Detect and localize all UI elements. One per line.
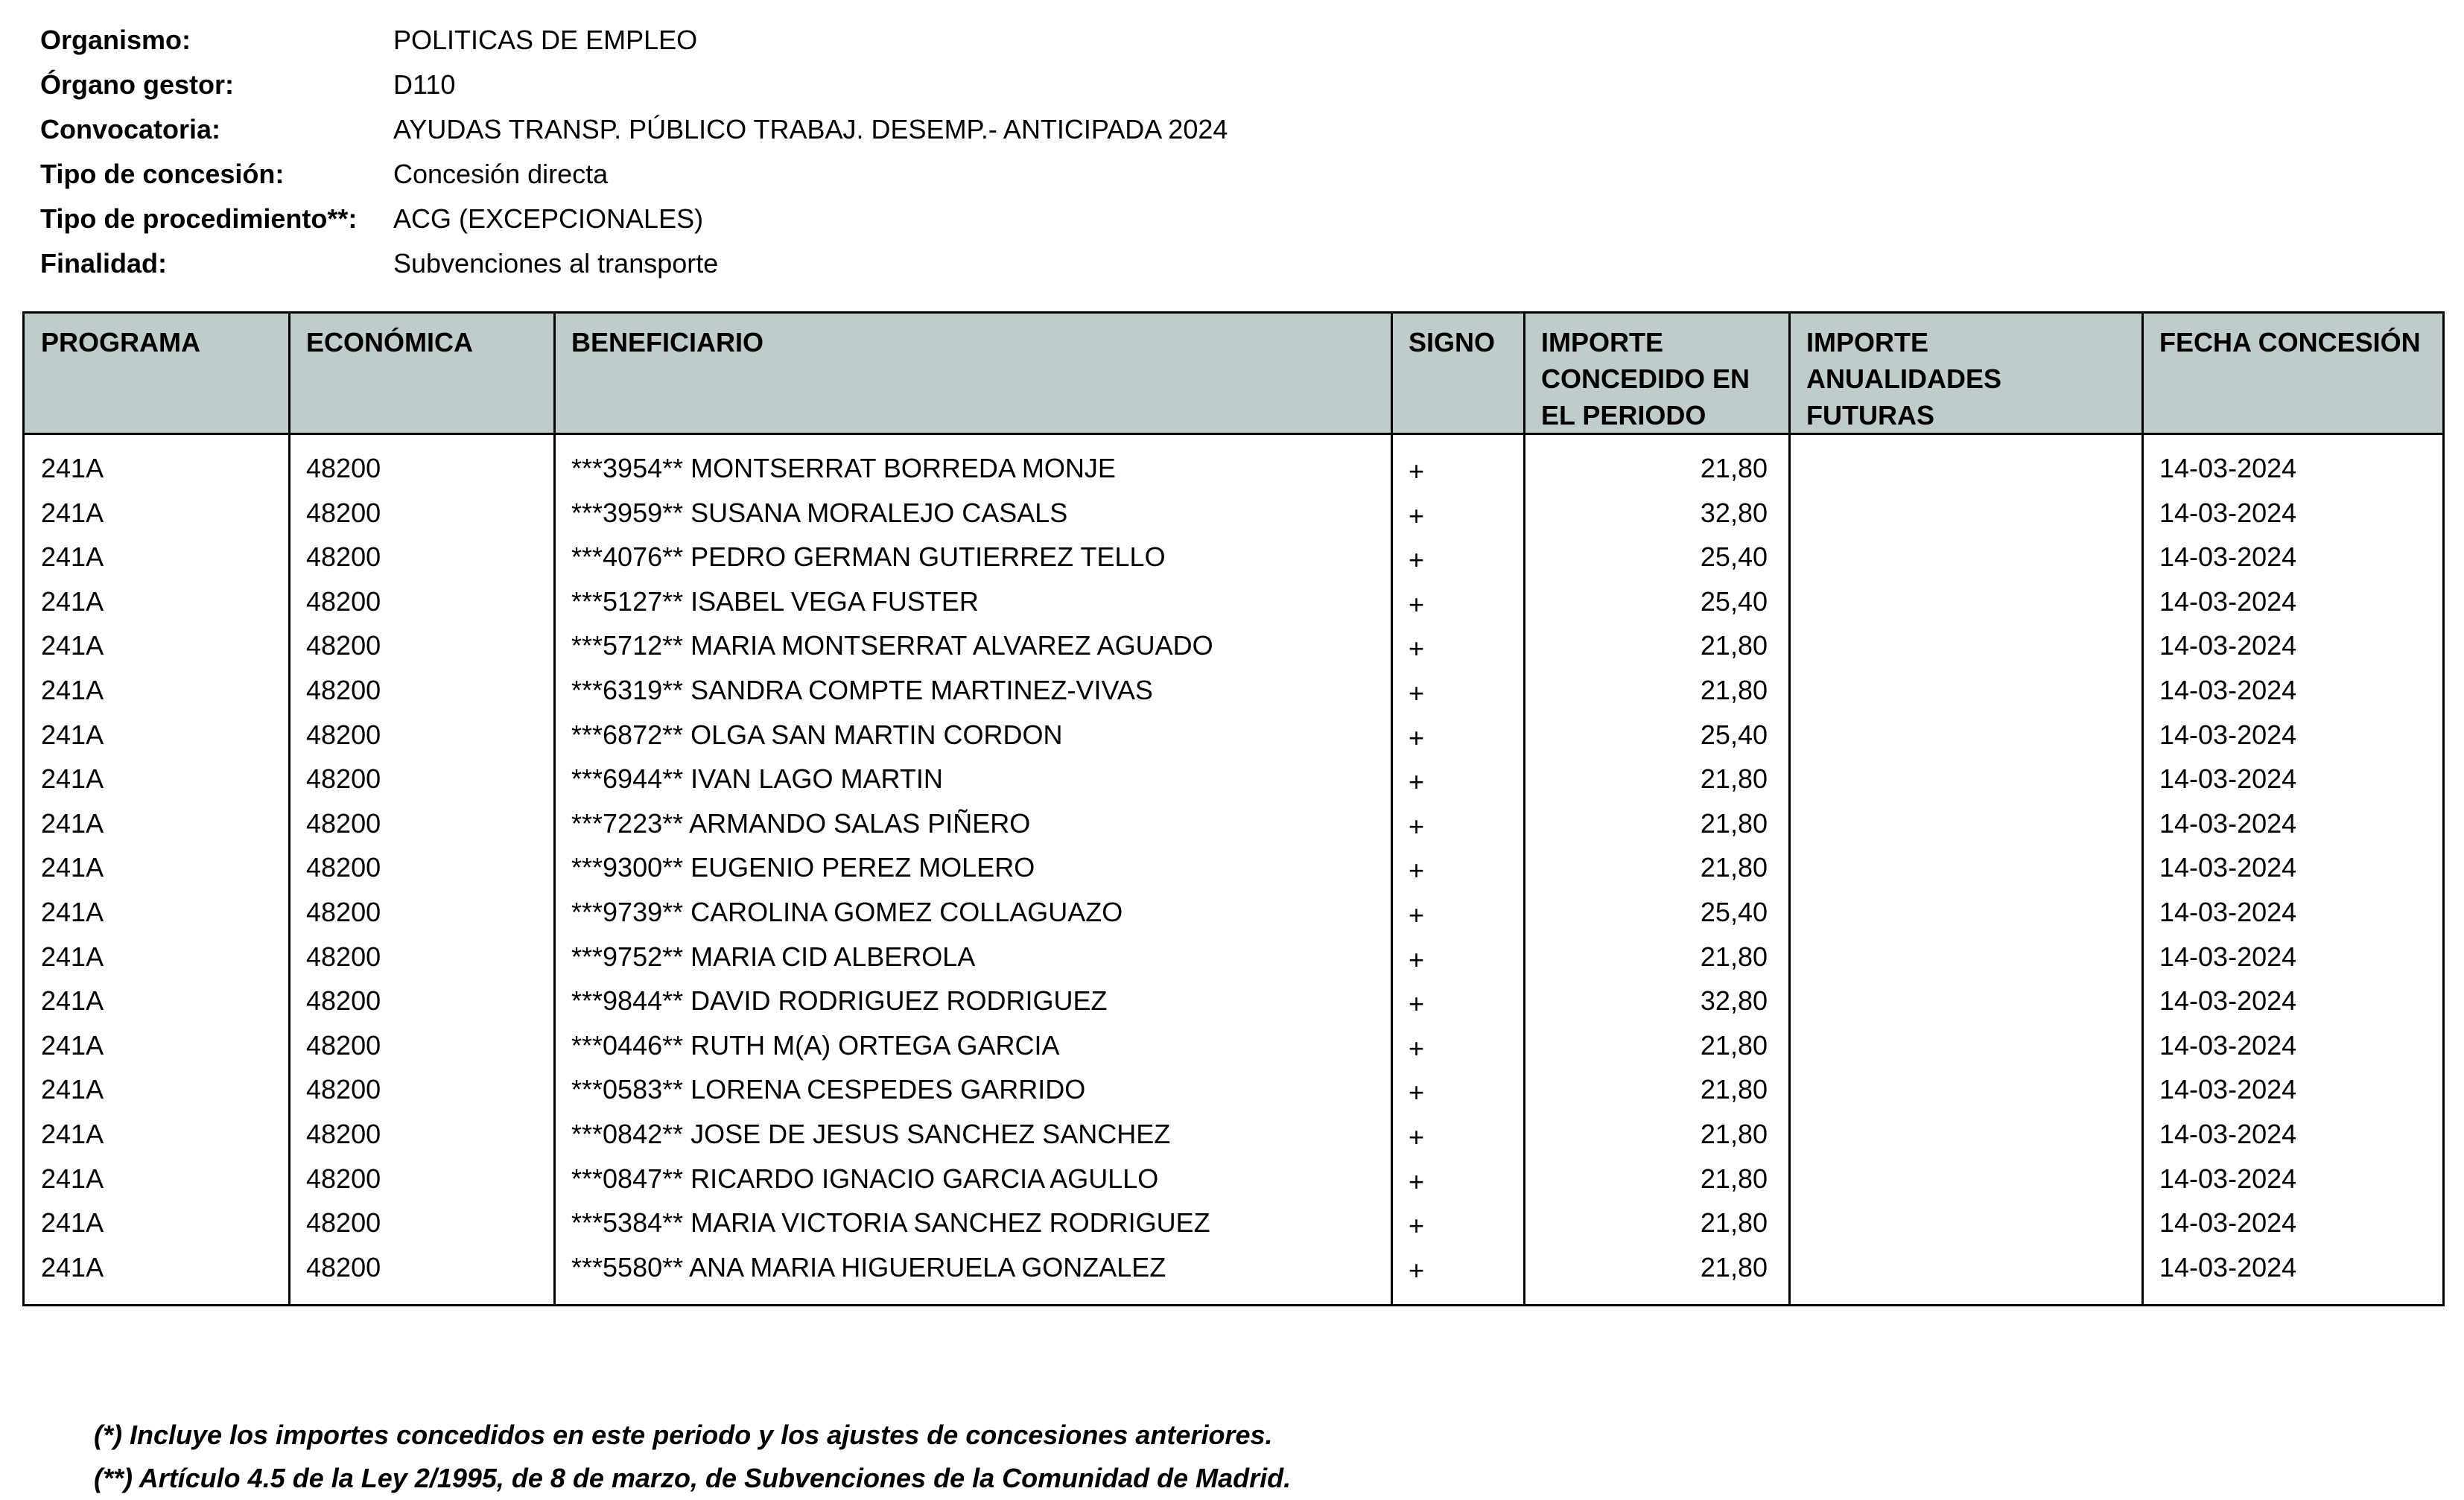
header-economica: ECONÓMICA <box>306 327 473 357</box>
table-row <box>25 757 2442 801</box>
cell-beneficiario: ***3954** MONTSERRAT BORREDA MONJE <box>571 453 1116 483</box>
meta-value: Subvenciones al transporte <box>393 248 719 279</box>
cell-importe-periodo: 25,40 <box>1700 585 1768 617</box>
cell-importe-periodo: 21,80 <box>1700 1074 1768 1105</box>
cell-programa: 241A <box>41 807 104 839</box>
meta-row-organo-gestor <box>40 63 1228 107</box>
cell-programa: 241A <box>41 941 104 972</box>
cell-programa: 241A <box>41 497 104 528</box>
table-row <box>25 446 2442 491</box>
cell-beneficiario: ***6944** IVAN LAGO MARTIN <box>571 763 943 795</box>
header-importe-periodo: IMPORTE CONCEDIDO EN EL PERIODO <box>1541 327 1750 430</box>
cell-importe-periodo: 21,80 <box>1700 807 1768 839</box>
cell-programa: 241A <box>41 1074 104 1105</box>
cell-signo: + <box>1409 1166 1425 1197</box>
cell-fecha-concesion: 14-03-2024 <box>2159 541 2297 573</box>
cell-beneficiario: ***4076** PEDRO GERMAN GUTIERREZ TELLO <box>571 541 1166 573</box>
table-row <box>25 979 2442 1023</box>
cell-programa: 241A <box>41 719 104 750</box>
cell-fecha-concesion: 14-03-2024 <box>2159 1029 2297 1061</box>
cell-beneficiario: ***9752** MARIA CID ALBEROLA <box>571 941 976 972</box>
cell-beneficiario: ***9300** EUGENIO PEREZ MOLERO <box>571 852 1035 883</box>
cell-fecha-concesion: 14-03-2024 <box>2159 1118 2297 1149</box>
cell-economica: 48200 <box>306 763 381 795</box>
meta-value: ACG (EXCEPCIONALES) <box>393 203 704 234</box>
meta-label: Finalidad: <box>40 248 167 279</box>
table-header <box>25 314 2442 435</box>
cell-fecha-concesion: 14-03-2024 <box>2159 852 2297 883</box>
cell-beneficiario: ***0446** RUTH M(A) ORTEGA GARCIA <box>571 1029 1060 1061</box>
cell-beneficiario: ***0847** RICARDO IGNACIO GARCIA AGULLO <box>571 1163 1159 1194</box>
cell-signo: + <box>1409 810 1425 842</box>
table-row <box>25 1157 2442 1201</box>
cell-programa: 241A <box>41 896 104 927</box>
cell-importe-periodo: 21,80 <box>1700 941 1768 972</box>
cell-economica: 48200 <box>306 807 381 839</box>
cell-economica: 48200 <box>306 719 381 750</box>
cell-programa: 241A <box>41 585 104 617</box>
cell-economica: 48200 <box>306 1251 381 1283</box>
meta-row-finalidad <box>40 241 1228 286</box>
table-row <box>25 1201 2442 1245</box>
cell-fecha-concesion: 14-03-2024 <box>2159 763 2297 795</box>
cell-beneficiario: ***5384** MARIA VICTORIA SANCHEZ RODRIGUEZ <box>571 1207 1210 1239</box>
cell-economica: 48200 <box>306 630 381 661</box>
header-programa: PROGRAMA <box>41 327 200 357</box>
cell-beneficiario: ***0583** LORENA CESPEDES GARRIDO <box>571 1074 1086 1105</box>
cell-beneficiario: ***5712** MARIA MONTSERRAT ALVAREZ AGUADO <box>571 630 1213 661</box>
cell-signo: + <box>1409 456 1425 486</box>
cell-fecha-concesion: 14-03-2024 <box>2159 1251 2297 1283</box>
cell-fecha-concesion: 14-03-2024 <box>2159 807 2297 839</box>
meta-row-organismo <box>40 18 1228 63</box>
table-row <box>25 491 2442 536</box>
cell-fecha-concesion: 14-03-2024 <box>2159 719 2297 750</box>
cell-economica: 48200 <box>306 985 381 1017</box>
table-row <box>25 1245 2442 1290</box>
cell-signo: + <box>1409 855 1425 886</box>
cell-importe-periodo: 25,40 <box>1700 719 1768 750</box>
table-row <box>25 713 2442 757</box>
meta-label: Tipo de concesión: <box>40 159 285 189</box>
cell-signo: + <box>1409 944 1425 975</box>
cell-importe-periodo: 21,80 <box>1700 1118 1768 1149</box>
concessions-table <box>22 311 2445 1306</box>
footnote-importes: (*) Incluye los importes concedidos en este periodo y los ajustes de concesiones anteriores. <box>94 1420 1273 1450</box>
cell-signo: + <box>1409 633 1425 664</box>
cell-fecha-concesion: 14-03-2024 <box>2159 674 2297 705</box>
cell-programa: 241A <box>41 1163 104 1194</box>
cell-fecha-concesion: 14-03-2024 <box>2159 1207 2297 1239</box>
cell-programa: 241A <box>41 1251 104 1283</box>
cell-fecha-concesion: 14-03-2024 <box>2159 896 2297 927</box>
cell-programa: 241A <box>41 453 104 483</box>
meta-label: Órgano gestor: <box>40 69 235 100</box>
cell-signo: + <box>1409 899 1425 930</box>
meta-label: Convocatoria: <box>40 114 221 144</box>
cell-fecha-concesion: 14-03-2024 <box>2159 453 2297 483</box>
table-row <box>25 623 2442 668</box>
cell-importe-periodo: 21,80 <box>1700 453 1768 483</box>
table-row <box>25 668 2442 713</box>
cell-beneficiario: ***5127** ISABEL VEGA FUSTER <box>571 585 979 617</box>
meta-value: D110 <box>393 69 456 100</box>
table-row <box>25 535 2442 579</box>
cell-importe-periodo: 25,40 <box>1700 541 1768 573</box>
cell-importe-periodo: 32,80 <box>1700 497 1768 528</box>
cell-programa: 241A <box>41 630 104 661</box>
table-row <box>25 1112 2442 1157</box>
cell-fecha-concesion: 14-03-2024 <box>2159 497 2297 528</box>
cell-economica: 48200 <box>306 1163 381 1194</box>
cell-importe-periodo: 21,80 <box>1700 1251 1768 1283</box>
meta-value: POLITICAS DE EMPLEO <box>393 25 698 55</box>
table-row <box>25 935 2442 979</box>
cell-beneficiario: ***6872** OLGA SAN MARTIN CORDON <box>571 719 1063 750</box>
cell-importe-periodo: 21,80 <box>1700 1029 1768 1061</box>
meta-label: Tipo de procedimiento**: <box>40 203 358 234</box>
cell-economica: 48200 <box>306 1118 381 1149</box>
table-row <box>25 845 2442 890</box>
cell-signo: + <box>1409 588 1425 620</box>
document-metadata <box>40 18 1228 286</box>
header-beneficiario: BENEFICIARIO <box>571 327 764 357</box>
cell-economica: 48200 <box>306 541 381 573</box>
meta-value: Concesión directa <box>393 159 609 189</box>
table-row <box>25 1067 2442 1112</box>
meta-row-convocatoria <box>40 107 1228 152</box>
cell-beneficiario: ***7223** ARMANDO SALAS PIÑERO <box>571 807 1031 839</box>
cell-beneficiario: ***5580** ANA MARIA HIGUERUELA GONZALEZ <box>571 1251 1166 1283</box>
cell-fecha-concesion: 14-03-2024 <box>2159 985 2297 1017</box>
cell-economica: 48200 <box>306 1074 381 1105</box>
header-fecha-concesion: FECHA CONCESIÓN <box>2159 327 2421 357</box>
cell-importe-periodo: 21,80 <box>1700 1163 1768 1194</box>
cell-fecha-concesion: 14-03-2024 <box>2159 585 2297 617</box>
cell-programa: 241A <box>41 763 104 795</box>
cell-signo: + <box>1409 1077 1425 1108</box>
cell-importe-periodo: 21,80 <box>1700 1207 1768 1239</box>
cell-importe-periodo: 21,80 <box>1700 674 1768 705</box>
meta-value: AYUDAS TRANSP. PÚBLICO TRABAJ. DESEMP.- ANTICIPADA 2024 <box>393 114 1228 144</box>
cell-programa: 241A <box>41 1118 104 1149</box>
cell-importe-periodo: 21,80 <box>1700 852 1768 883</box>
cell-programa: 241A <box>41 852 104 883</box>
cell-fecha-concesion: 14-03-2024 <box>2159 630 2297 661</box>
cell-fecha-concesion: 14-03-2024 <box>2159 1163 2297 1194</box>
cell-signo: + <box>1409 544 1425 576</box>
cell-importe-periodo: 21,80 <box>1700 763 1768 795</box>
cell-programa: 241A <box>41 985 104 1017</box>
meta-row-tipo-concesion <box>40 152 1228 197</box>
cell-beneficiario: ***9739** CAROLINA GOMEZ COLLAGUAZO <box>571 896 1123 927</box>
cell-beneficiario: ***6319** SANDRA COMPTE MARTINEZ-VIVAS <box>571 674 1153 705</box>
cell-programa: 241A <box>41 541 104 573</box>
cell-programa: 241A <box>41 674 104 705</box>
cell-beneficiario: ***3959** SUSANA MORALEJO CASALS <box>571 497 1068 528</box>
meta-label: Organismo: <box>40 25 191 55</box>
cell-signo: + <box>1409 1121 1425 1152</box>
cell-beneficiario: ***0842** JOSE DE JESUS SANCHEZ SANCHEZ <box>571 1118 1171 1149</box>
cell-programa: 241A <box>41 1029 104 1061</box>
cell-economica: 48200 <box>306 497 381 528</box>
cell-economica: 48200 <box>306 1207 381 1239</box>
cell-importe-periodo: 21,80 <box>1700 630 1768 661</box>
table-row <box>25 1023 2442 1068</box>
table-row <box>25 801 2442 846</box>
cell-signo: + <box>1409 988 1425 1020</box>
footnotes <box>94 1414 1291 1500</box>
cell-importe-periodo: 25,40 <box>1700 896 1768 927</box>
table-row <box>25 890 2442 935</box>
cell-fecha-concesion: 14-03-2024 <box>2159 1074 2297 1105</box>
cell-importe-periodo: 32,80 <box>1700 985 1768 1017</box>
cell-signo: + <box>1409 1210 1425 1242</box>
cell-economica: 48200 <box>306 896 381 927</box>
cell-economica: 48200 <box>306 1029 381 1061</box>
cell-signo: + <box>1409 500 1425 531</box>
table-body <box>25 446 2442 1289</box>
cell-economica: 48200 <box>306 453 381 483</box>
cell-fecha-concesion: 14-03-2024 <box>2159 941 2297 972</box>
cell-signo: + <box>1409 766 1425 798</box>
cell-economica: 48200 <box>306 674 381 705</box>
cell-signo: + <box>1409 722 1425 753</box>
header-signo: SIGNO <box>1409 327 1496 357</box>
header-importe-futuras: IMPORTE ANUALIDADES FUTURAS <box>1806 327 2002 430</box>
cell-beneficiario: ***9844** DAVID RODRIGUEZ RODRIGUEZ <box>571 985 1108 1017</box>
cell-signo: + <box>1409 677 1425 708</box>
cell-economica: 48200 <box>306 941 381 972</box>
meta-row-tipo-procedimiento <box>40 197 1228 241</box>
cell-economica: 48200 <box>306 852 381 883</box>
table-row <box>25 579 2442 624</box>
footnote-articulo: (**) Artículo 4.5 de la Ley 2/1995, de 8 de marzo, de Subvenciones de la Comunidad de Madrid. <box>94 1463 1292 1493</box>
cell-economica: 48200 <box>306 585 381 617</box>
cell-programa: 241A <box>41 1207 104 1239</box>
cell-signo: + <box>1409 1254 1425 1286</box>
cell-signo: + <box>1409 1032 1425 1064</box>
